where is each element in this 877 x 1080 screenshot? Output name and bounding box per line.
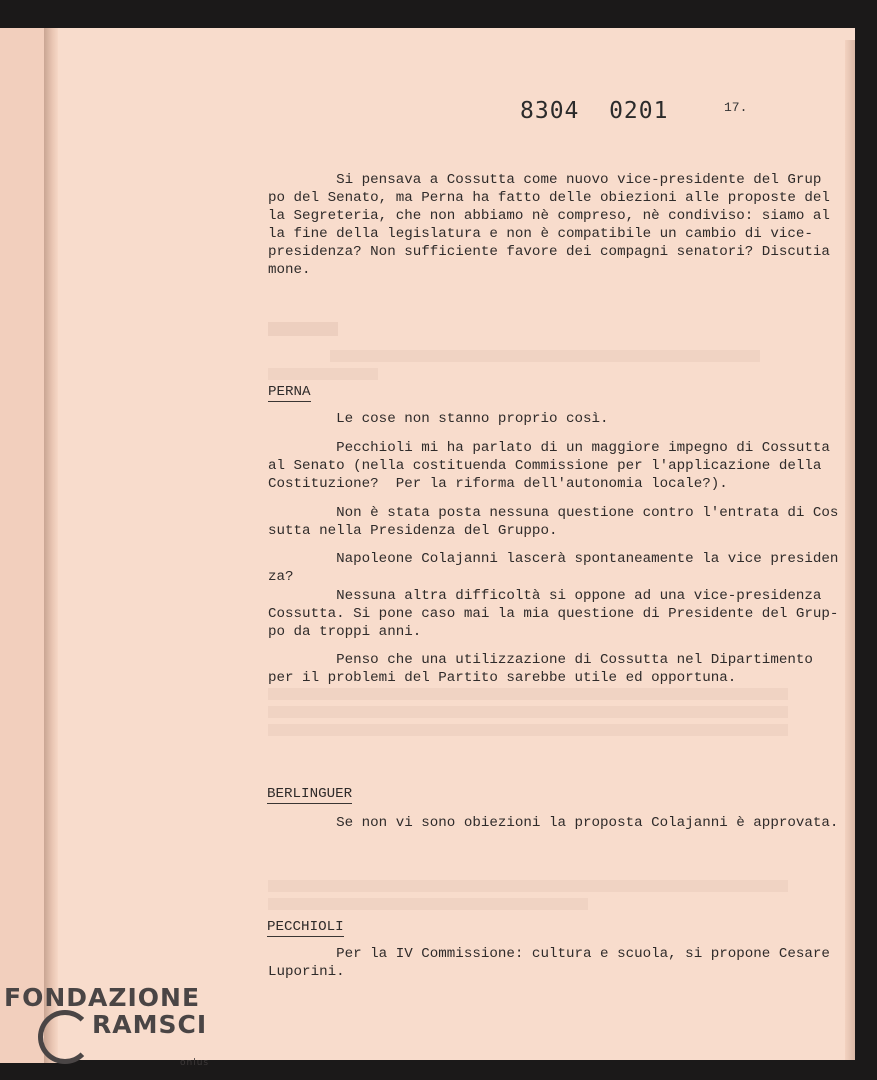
text-line: la Segreteria, che non abbiamo nè compreso, nè condiviso: siamo al <box>268 208 830 224</box>
bleed-through-block <box>268 322 338 336</box>
text-line: Le cose non stanno proprio così. <box>268 411 609 427</box>
text-line: Pecchioli mi ha parlato di un maggiore impegno di Cossutta <box>268 440 830 456</box>
text-line: Penso che una utilizzazione di Cossutta nel Dipartimento <box>268 652 813 668</box>
bleed-through-block <box>268 706 788 718</box>
text-line: la fine della legislatura e non è compatibile un cambio di vice- <box>268 226 813 242</box>
page-edge <box>845 40 855 1060</box>
book-gutter <box>44 28 58 1063</box>
text-line: Se non vi sono obiezioni la proposta Colajanni è approvata. <box>268 815 839 831</box>
bleed-through-block <box>268 368 378 380</box>
bleed-through-block <box>330 350 760 362</box>
text-line: za? <box>268 569 294 585</box>
bleed-through-block <box>268 880 788 892</box>
bleed-through-block <box>268 898 588 910</box>
fondazione-gramsci-watermark <box>4 983 210 1068</box>
text-line: Cossutta. Si pone caso mai la mia questione di Presidente del Grup- <box>268 606 839 622</box>
text-line: mone. <box>268 262 311 278</box>
speaker-perna: PERNA <box>268 384 311 400</box>
text-line: per il problemi del Partito sarebbe utile ed opportuna. <box>268 670 737 686</box>
text-line: Napoleone Colajanni lascerà spontaneamente la vice presiden <box>268 551 839 567</box>
text-line: al Senato (nella costituenda Commissione per l'applicazione della <box>268 458 822 474</box>
text-line: presidenza? Non sufficiente favore dei compagni senatori? Discutia <box>268 244 830 260</box>
text-line: Si pensava a Cossutta come nuovo vice-presidente del Grup <box>268 172 822 188</box>
text-line: sutta nella Presidenza del Gruppo. <box>268 523 558 539</box>
text-line: Costituzione? Per la riforma dell'autonomia locale?). <box>268 476 728 492</box>
text-line: Nessuna altra difficoltà si oppone ad una vice-presidenza <box>268 588 822 604</box>
g-logo-icon <box>38 1010 92 1064</box>
document-number: 8304 0201 <box>520 98 669 124</box>
speaker-berlinguer: BERLINGUER <box>267 786 353 802</box>
watermark-line-1: FONDAZIONE <box>4 983 201 1012</box>
bleed-through-block <box>268 724 788 736</box>
text-line: Per la IV Commissione: cultura e scuola, si propone Cesare <box>268 946 830 962</box>
watermark-line-2: RAMSCI <box>92 1010 208 1039</box>
speaker-pecchioli: PECCHIOLI <box>267 919 344 935</box>
text-line: po del Senato, ma Perna ha fatto delle obiezioni alle proposte del <box>268 190 830 206</box>
text-line: po da troppi anni. <box>268 624 422 640</box>
page-number: 17. <box>724 100 748 115</box>
text-line: Non è stata posta nessuna questione contro l'entrata di Cos <box>268 505 839 521</box>
bleed-through-block <box>268 688 788 700</box>
text-line: Luporini. <box>268 964 345 980</box>
watermark-suffix: onlus <box>180 1058 210 1068</box>
